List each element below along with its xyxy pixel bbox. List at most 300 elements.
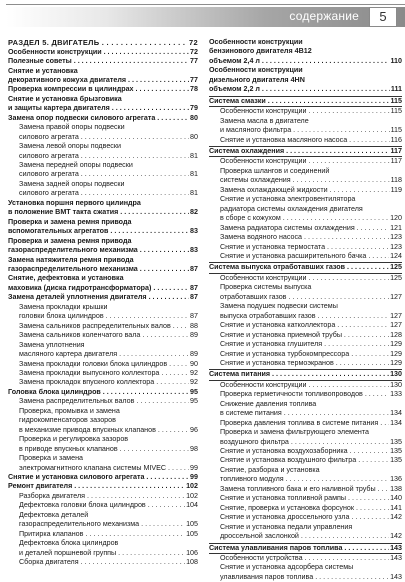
toc-entry-title: Проверка, промывка и замена	[19, 406, 120, 415]
toc-entry-page: 82	[190, 208, 198, 217]
toc-entry-title: Замена радиатора системы охлаждения . . .	[220, 224, 402, 232]
toc-entry	[8, 265, 198, 274]
toc-entry-title: Проверка и замена фильтрующего элемента	[220, 428, 370, 437]
toc-entry-title: Особенности конструкции . . .	[220, 274, 402, 282]
toc-entry-title: Замена передней опоры подвески	[19, 161, 133, 170]
toc-entry	[209, 312, 402, 321]
toc-entry-title: Снятие и установка термостата . . .	[220, 243, 402, 251]
toc-entry-title: маховика (диска гидротрансформатора) . . .	[8, 284, 198, 292]
toc-entry-title: Снятие и установка воздухозаборника . . .	[220, 447, 402, 455]
toc-entry-title: Особенности устройства . . .	[220, 554, 402, 562]
toc-entry-title: и масляного фильтра . . .	[220, 126, 402, 134]
toc-entry	[8, 161, 198, 170]
toc-entry	[209, 47, 402, 56]
toc-entry-title: Замена прокладки выпускного коллектора . . .	[19, 369, 198, 377]
toc-entry	[8, 341, 198, 350]
toc-entry-title: Замена натяжителя ремня привода	[8, 255, 134, 264]
toc-entry-title: Проверка и замена ремня привода	[8, 236, 132, 245]
toc-entry	[8, 142, 198, 151]
toc-entry-title: вспомогательных агрегатов . . .	[8, 227, 198, 235]
toc-entry	[209, 57, 402, 66]
toc-entry-page: 133	[390, 390, 402, 399]
toc-entry	[8, 227, 198, 236]
toc-entry-page: 88	[190, 321, 198, 330]
page-number: 5	[369, 7, 397, 27]
toc-entry-title: Дефектовка блока цилиндров	[19, 539, 119, 548]
toc-entry-page: 92	[190, 369, 198, 377]
toc-entry	[8, 303, 198, 312]
toc-entry-title: силового агрегата . . .	[19, 189, 198, 197]
toc-entry-title: в механизме привода впускных клапанов . . .	[19, 426, 198, 434]
toc-entry-title: Сборка двигателя . . .	[19, 558, 198, 566]
toc-entry	[8, 530, 198, 539]
toc-entry-title: бензинового двигателя 4В12	[209, 47, 312, 56]
toc-entry-title: декоративного кожуха двигателя . . .	[8, 76, 198, 84]
toc-entry	[8, 360, 198, 369]
toc-entry	[209, 274, 402, 283]
toc-entry-title: Снятие, дефектовка и установка	[8, 274, 124, 283]
toc-entry	[8, 435, 198, 444]
toc-entry	[209, 438, 402, 447]
toc-entry-page: 105	[186, 529, 198, 538]
toc-entry-page: 108	[186, 558, 198, 567]
toc-entry-page: 134	[390, 409, 402, 418]
toc-entry	[8, 67, 198, 76]
toc-entry-page: 118	[390, 176, 402, 185]
toc-entry	[8, 76, 198, 85]
toc-entry-title: Замена опор подвески силового агрегата . . .	[8, 114, 198, 122]
toc-entry	[209, 340, 402, 349]
toc-entry-page: 102	[186, 491, 198, 500]
toc-entry-title: масляного картера двигателя . . .	[19, 350, 198, 358]
toc-entry	[209, 475, 402, 484]
toc-entry-title: Дефектовка головки блока цилиндров . . .	[19, 501, 198, 509]
toc-entry	[8, 416, 198, 425]
toc-entry-page: 129	[390, 358, 402, 367]
toc-entry	[8, 350, 198, 359]
toc-entry-page: 115	[390, 107, 402, 116]
toc-entry	[8, 170, 198, 179]
toc-entry-title: Проверка герметичности топливопроводов . . .	[220, 390, 402, 398]
toc-entry-title: Снятие и установка дроссельного узла . . .	[220, 513, 402, 521]
toc-entry-title: гидрокомпенсаторов зазоров	[19, 416, 116, 425]
toc-entry-page: 121	[390, 223, 402, 232]
toc-entry-title: Система смазки . . .	[209, 97, 402, 105]
toc-entry-page: 72	[189, 38, 198, 47]
toc-entry	[209, 136, 402, 145]
section-title: содержание	[289, 9, 359, 23]
toc-entry-title: системы охлаждения . . .	[220, 176, 402, 184]
toc-entry-page: 83	[190, 227, 198, 236]
toc-entry-page: 87	[190, 283, 198, 292]
toc-entry	[209, 513, 402, 522]
toc-entry-page: 135	[390, 447, 402, 456]
toc-entry-title: объемом 2,4 л . . .	[209, 57, 402, 65]
toc-entry	[8, 454, 198, 463]
toc-entry-page: 106	[186, 548, 198, 557]
toc-entry	[8, 208, 198, 217]
toc-entry-page: 89	[190, 331, 198, 340]
toc-entry-title: в приводе впускных клапанов . . .	[19, 445, 198, 453]
toc-entry-page: 143	[390, 572, 402, 581]
toc-entry	[8, 482, 198, 491]
toc-entry-page: 72	[190, 47, 198, 56]
toc-entry-page: 98	[190, 444, 198, 453]
toc-entry-title: топливного модуля . . .	[220, 475, 402, 483]
toc-entry	[209, 331, 402, 340]
toc-entry	[209, 38, 402, 47]
toc-entry-title: Система выпуска отработавших газов . . .	[209, 263, 402, 271]
toc-entry	[8, 388, 198, 397]
toc-entry-page: 89	[190, 350, 198, 359]
toc-entry	[8, 152, 198, 161]
toc-entry-page: 127	[390, 311, 402, 320]
toc-entry-page: 102	[186, 482, 198, 491]
toc-entry	[209, 283, 402, 292]
toc-entry-title: Проверка и замена ремня привода	[8, 217, 132, 226]
toc-entry-title: Снятие и установка турбокомпрессора . . .	[220, 350, 402, 358]
toc-entry-page: 83	[190, 246, 198, 255]
toc-entry	[8, 397, 198, 406]
toc-entry-title: в системе питания . . .	[220, 409, 402, 417]
toc-entry-title: Снятие и установка расширительного бачка . . .	[220, 252, 402, 260]
toc-section-heading	[8, 38, 198, 48]
toc-entry	[209, 126, 402, 135]
toc-entry	[209, 233, 402, 242]
toc-entry	[8, 501, 198, 510]
toc-entry	[209, 400, 402, 409]
toc-entry-title: Снятие и установка электровентилятора	[220, 195, 356, 204]
toc-entry	[209, 214, 402, 223]
toc-entry	[8, 378, 198, 387]
toc-entry-title: Снятие и установка топливной рампы . . .	[220, 494, 402, 502]
toc-entry-title: воздушного фильтра . . .	[220, 438, 402, 446]
toc-entry	[209, 205, 402, 214]
toc-section-heading	[209, 96, 402, 107]
toc-entry	[8, 322, 198, 331]
toc-entry-title: Снятие и установка термоэкранов . . .	[220, 359, 402, 367]
toc-entry-page: 140	[390, 494, 402, 503]
toc-entry-title: Замена масла в двигателе	[220, 116, 309, 125]
toc-entry-page: 80	[190, 132, 198, 141]
toc-entry-title: Проверка шлангов и соединений	[220, 166, 330, 175]
toc-entry-page: 77	[190, 75, 198, 84]
toc-entry-title: Особенности конструкции . . .	[220, 107, 402, 115]
toc-entry	[8, 85, 198, 94]
toc-entry-title: Снятие и установка педали управления	[220, 522, 353, 531]
toc-column-right	[209, 38, 402, 582]
toc-section-heading	[209, 369, 402, 380]
toc-entry-page: 124	[390, 251, 402, 260]
toc-entry-title: Разборка двигателя . . .	[19, 492, 198, 500]
toc-entry-title: Замена левой опоры подвески	[19, 142, 121, 151]
toc-entry-title: Притирка клапанов . . .	[19, 530, 198, 538]
toc-entry-title: Особенности конструкции . . .	[220, 157, 402, 165]
toc-entry	[8, 539, 198, 548]
toc-entry-page: 127	[390, 321, 402, 330]
toc-entry-title: Замена распределительных валов . . .	[19, 397, 198, 405]
toc-entry-page: 105	[186, 520, 198, 529]
toc-entry-page: 79	[190, 104, 198, 113]
toc-entry-title: Снятие и установка адсорбера системы	[220, 563, 354, 572]
toc-section-heading	[209, 543, 402, 554]
toc-entry-page: 130	[390, 380, 402, 389]
toc-entry	[8, 473, 198, 482]
toc-entry-page: 130	[390, 370, 402, 379]
toc-entry-page: 92	[190, 378, 198, 387]
toc-entry-title: Особенности конструкции	[209, 38, 303, 46]
toc-entry-page: 128	[390, 330, 402, 339]
toc-entry-title: в положение ВМТ такта сжатия . . .	[8, 208, 198, 216]
toc-entry	[8, 218, 198, 227]
toc-entry-title: Головка блока цилиндров . . .	[8, 388, 198, 396]
toc-entry-title: Замена прокладки головки блока цилиндров . . .	[19, 360, 198, 368]
toc-entry-page: 125	[390, 263, 402, 272]
toc-entry	[209, 456, 402, 465]
toc-entry-page: 95	[190, 397, 198, 406]
toc-entry	[8, 133, 198, 142]
toc-entry-page: 104	[186, 501, 198, 510]
toc-entry-page: 115	[390, 96, 402, 105]
toc-entry	[8, 189, 198, 198]
toc-entry-title: Особенности конструкции . . .	[8, 48, 198, 56]
toc-entry-title: Замена деталей уплотнения двигателя . . .	[8, 293, 198, 301]
toc-entry-title: Снятие и установка приемной трубы . . .	[220, 331, 402, 339]
toc-entry-page: 135	[390, 456, 402, 465]
toc-entry-title: Система охлаждения . . .	[209, 147, 402, 155]
toc-entry	[209, 350, 402, 359]
toc-entry-title: Снятие, разборка и установка	[220, 465, 320, 474]
toc-entry-title: Замена задней опоры подвески	[19, 179, 125, 188]
toc-entry	[8, 407, 198, 416]
toc-entry-title: Проверка и регулировка зазоров	[19, 435, 129, 444]
toc-entry-title: отработавших газов . . .	[220, 293, 402, 301]
toc-entry-page: 134	[390, 418, 402, 427]
toc-entry	[209, 243, 402, 252]
toc-entry	[209, 554, 402, 563]
toc-entry-title: Особенности конструкции	[209, 66, 303, 75]
toc-entry-title: Проверка компрессии в цилиндрах . . .	[8, 85, 198, 93]
toc-entry-page: 116	[390, 135, 402, 144]
toc-entry	[8, 114, 198, 123]
toc-entry-title: Система улавливания паров топлива . . .	[209, 544, 402, 552]
toc-entry-page: 142	[390, 513, 402, 522]
header-rule	[6, 4, 405, 5]
toc-entry-title: Снятие и установка глушителя . . .	[220, 340, 402, 348]
toc-entry	[209, 167, 402, 176]
toc-entry-page: 138	[390, 484, 402, 493]
toc-entry-title: Проверка давления топлива в системе питания . . .	[220, 419, 402, 427]
toc-entry	[209, 76, 402, 85]
toc-column-left	[8, 38, 198, 568]
toc-section-heading	[209, 262, 402, 273]
toc-entry-title: РАЗДЕЛ 5. ДВИГАТЕЛЬ . . .	[8, 38, 198, 47]
page-header	[0, 0, 405, 30]
toc-entry	[209, 485, 402, 494]
toc-entry-title: Ремонт двигателя . . .	[8, 482, 198, 490]
toc-entry-page: 117	[390, 157, 402, 166]
toc-entry-page: 142	[390, 532, 402, 541]
toc-section-heading	[209, 146, 402, 157]
toc-entry-page: 78	[190, 85, 198, 94]
toc-entry-title: Снятие и установка	[8, 66, 78, 75]
toc-entry-page: 129	[390, 349, 402, 358]
toc-entry-title: выпуска отработавших газов . . .	[220, 312, 402, 320]
toc-entry	[209, 447, 402, 456]
toc-entry-title: Снятие и установка масляного насоса . . .	[220, 136, 402, 144]
toc-entry-title: головки блока цилиндров . . .	[19, 312, 198, 320]
toc-entry	[209, 563, 402, 572]
toc-entry-page: 120	[390, 214, 402, 223]
toc-entry	[209, 504, 402, 513]
toc-entry-page: 135	[390, 437, 402, 446]
toc-entry	[8, 445, 198, 454]
toc-entry	[8, 104, 198, 113]
toc-entry-page: 87	[190, 312, 198, 321]
toc-entry	[209, 302, 402, 311]
toc-entry	[209, 195, 402, 204]
toc-entry-page: 143	[390, 554, 402, 563]
toc-entry-title: в сборе с кожухом . . .	[220, 214, 402, 222]
toc-entry-page: 81	[190, 189, 198, 198]
toc-entry-page: 87	[190, 293, 198, 302]
toc-entry-title: Замена охлаждающей жидкости . . .	[220, 186, 402, 194]
toc-entry-title: Проверка системы выпуска	[220, 283, 312, 292]
toc-entry-title: газораспределительного механизма . . .	[8, 246, 198, 254]
toc-entry-title: Снятие и установка катколлектора . . .	[220, 321, 402, 329]
toc-entry-page: 123	[390, 242, 402, 251]
toc-entry-page: 136	[390, 475, 402, 484]
toc-entry-page: 81	[190, 170, 198, 179]
toc-entry-page: 119	[390, 185, 402, 194]
toc-entry-title: Установка поршня первого цилиндра	[8, 198, 141, 207]
toc-entry	[8, 274, 198, 283]
toc-entry	[209, 117, 402, 126]
toc-entry-page: 115	[390, 126, 402, 135]
toc-entry-page: 77	[190, 57, 198, 66]
toc-entry-title: и деталей поршневой группы . . .	[19, 549, 198, 557]
toc-entry-title: радиатора системы охлаждения двигателя	[220, 204, 363, 213]
toc-entry-page: 99	[190, 463, 198, 472]
toc-entry-title: Проверка и замена	[19, 454, 83, 463]
toc-entry	[8, 95, 198, 104]
toc-entry-page: 87	[190, 265, 198, 274]
toc-entry	[209, 494, 402, 503]
toc-entry	[209, 321, 402, 330]
toc-entry	[209, 428, 402, 437]
toc-entry-title: Снятие и установка силового агрегата . . .	[8, 473, 198, 481]
toc-entry-title: Снижение давления топлива	[220, 399, 317, 408]
toc-entry-page: 110	[390, 56, 402, 65]
toc-entry	[8, 284, 198, 293]
toc-entry-title: улавливания паров топлива . . .	[220, 573, 402, 581]
toc-entry-title: силового агрегата . . .	[19, 170, 198, 178]
toc-entry-title: Замена уплотнения	[19, 340, 85, 349]
toc-entry-title: газораспределительного механизма . . .	[19, 520, 198, 528]
toc-entry	[8, 520, 198, 529]
toc-entry	[8, 256, 198, 265]
toc-entry	[209, 107, 402, 116]
toc-entry-title: Замена водяного насоса . . .	[220, 233, 402, 241]
toc-entry	[8, 369, 198, 378]
toc-entry-title: Замена сальников распределительных валов . . .	[19, 322, 198, 330]
toc-entry-title: Снятие и установка брызговика	[8, 94, 122, 103]
toc-entry	[8, 312, 198, 321]
toc-entry	[8, 331, 198, 340]
toc-entry-title: электромагнитного клапана системы MIVEC . . .	[19, 464, 198, 472]
toc-entry-title: Полезные советы . . .	[8, 57, 198, 65]
toc-entry-page: 141	[390, 503, 402, 512]
toc-entry-title: газораспределительного механизма . . .	[8, 265, 198, 273]
toc-entry	[209, 176, 402, 185]
toc-entry-title: Замена правой опоры подвески	[19, 123, 125, 132]
toc-entry	[209, 359, 402, 368]
toc-entry-title: Замена прокладок впускного коллектора . . .	[19, 378, 198, 386]
toc-entry	[209, 466, 402, 475]
toc-entry	[8, 511, 198, 520]
toc-entry-page: 96	[190, 425, 198, 434]
toc-entry-title: Замена топливного бака и его наливной трубы . . .	[220, 485, 402, 493]
toc-entry	[209, 186, 402, 195]
toc-entry	[8, 57, 198, 66]
toc-entry	[8, 492, 198, 501]
toc-entry-title: силового агрегата . . .	[19, 133, 198, 141]
toc-entry	[8, 237, 198, 246]
toc-entry	[209, 532, 402, 541]
toc-entry	[8, 48, 198, 57]
toc-entry-title: силового агрегата . . .	[19, 152, 198, 160]
toc-entry	[8, 180, 198, 189]
toc-entry	[8, 426, 198, 435]
toc-entry-title: Замена прокладки крышки	[19, 302, 108, 311]
toc-entry	[8, 246, 198, 255]
toc-entry	[209, 157, 402, 166]
toc-entry-title: Замена сальников коленчатого вала . . .	[19, 331, 198, 339]
toc-entry	[8, 464, 198, 473]
toc-entry	[209, 293, 402, 302]
toc-entry	[209, 390, 402, 399]
toc-entry-page: 127	[390, 292, 402, 301]
toc-entry	[209, 85, 402, 94]
toc-entry	[209, 224, 402, 233]
toc-entry	[209, 252, 402, 261]
toc-entry	[209, 381, 402, 390]
toc-entry	[209, 573, 402, 582]
toc-entry-page: 81	[190, 151, 198, 160]
toc-entry-page: 99	[190, 472, 198, 481]
toc-entry-page: 117	[390, 146, 402, 155]
toc-entry-page: 111	[390, 85, 402, 94]
toc-entry	[8, 293, 198, 302]
toc-entry-title: дроссельной заслонкой . . .	[220, 532, 402, 540]
toc-entry-title: Замена подушек подвески системы	[220, 302, 338, 311]
toc-entry	[8, 123, 198, 132]
toc-entry	[8, 558, 198, 567]
toc-entry-title: Снятие и установка воздушного фильтра . . .	[220, 456, 402, 464]
toc-entry	[209, 66, 402, 75]
toc-entry-title: Система питания . . .	[209, 370, 402, 378]
toc-entry	[8, 549, 198, 558]
toc-entry-title: и защиты картера двигателя . . .	[8, 104, 198, 112]
toc-entry	[209, 523, 402, 532]
toc-entry	[209, 409, 402, 418]
toc-entry-page: 143	[390, 543, 402, 552]
toc-entry	[209, 419, 402, 428]
toc-entry-page: 90	[190, 359, 198, 368]
toc-entry-title: Особенности конструкции . . .	[220, 381, 402, 389]
toc-entry-page: 125	[390, 273, 402, 282]
toc-entry	[8, 199, 198, 208]
